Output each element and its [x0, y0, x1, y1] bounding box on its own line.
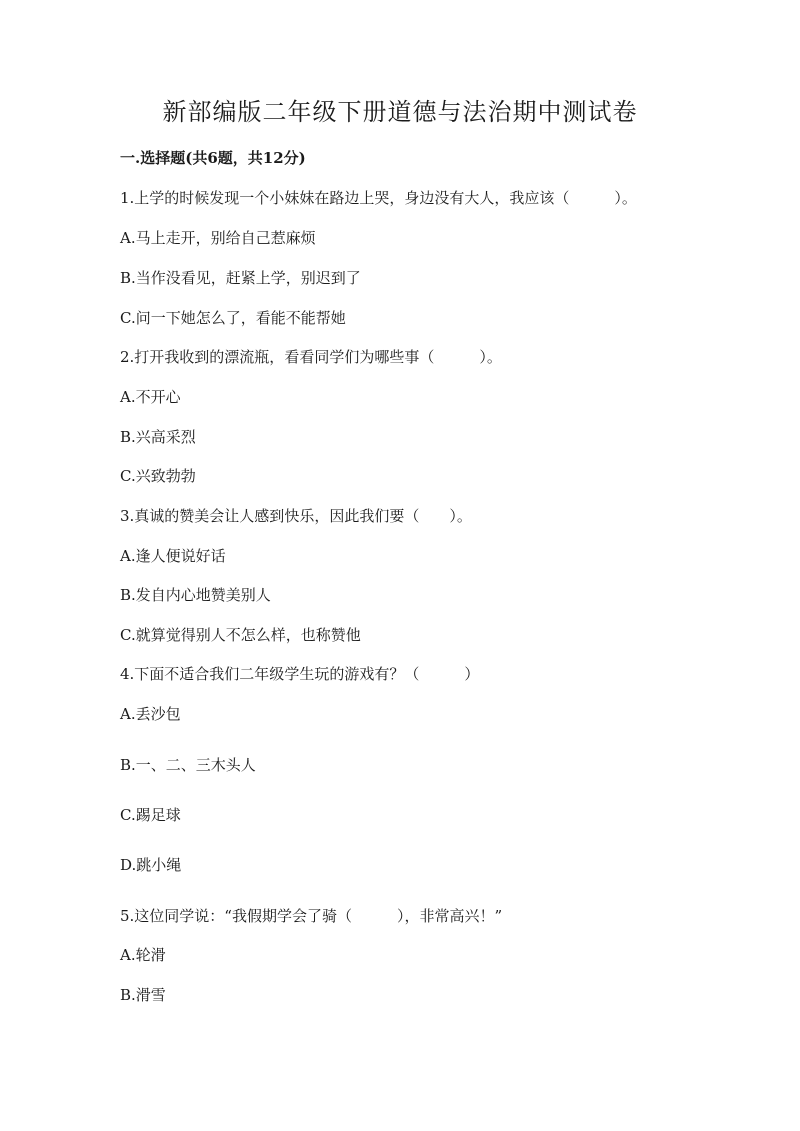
section-heading: 一.选择题(共6题，共12分) [120, 149, 306, 167]
question-3-stem: 3.真诚的赞美会让人感到快乐，因此我们要（ ）。 [120, 507, 472, 525]
question-1-stem: 1.上学的时候发现一个小妹妹在路边上哭，身边没有大人，我应该（ ）。 [120, 189, 637, 207]
question-3-option-a: A.逢人便说好话 [120, 547, 226, 565]
page-title: 新部编版二年级下册道德与法治期中测试卷 [162, 98, 638, 126]
question-4-option-c: C.踢足球 [120, 806, 181, 824]
question-4-option-a: A.丢沙包 [120, 705, 181, 723]
question-4-option-d: D.跳小绳 [120, 856, 182, 874]
question-5-stem: 5.这位同学说：“我假期学会了骑（ ），非常高兴！” [120, 907, 503, 925]
question-1-option-c: C.问一下她怎么了，看能不能帮她 [120, 309, 346, 327]
question-1-option-a: A.马上走开，别给自己惹麻烦 [120, 229, 316, 247]
question-2-option-a: A.不开心 [120, 388, 181, 406]
question-5-option-b: B.滑雪 [120, 986, 166, 1004]
question-2-option-b: B.兴高采烈 [120, 428, 196, 446]
question-2-option-c: C.兴致勃勃 [120, 467, 196, 485]
question-5-option-a: A.轮滑 [120, 946, 166, 964]
question-4-stem: 4.下面不适合我们二年级学生玩的游戏有？（ ） [120, 665, 480, 683]
question-3-option-b: B.发自内心地赞美别人 [120, 586, 271, 604]
question-1-option-b: B.当作没看见，赶紧上学，别迟到了 [120, 269, 361, 287]
question-3-option-c: C.就算觉得别人不怎么样，也称赞他 [120, 626, 361, 644]
question-4-option-b: B.一、二、三木头人 [120, 756, 256, 774]
question-2-stem: 2.打开我收到的漂流瓶，看看同学们为哪些事（ ）。 [120, 348, 502, 366]
